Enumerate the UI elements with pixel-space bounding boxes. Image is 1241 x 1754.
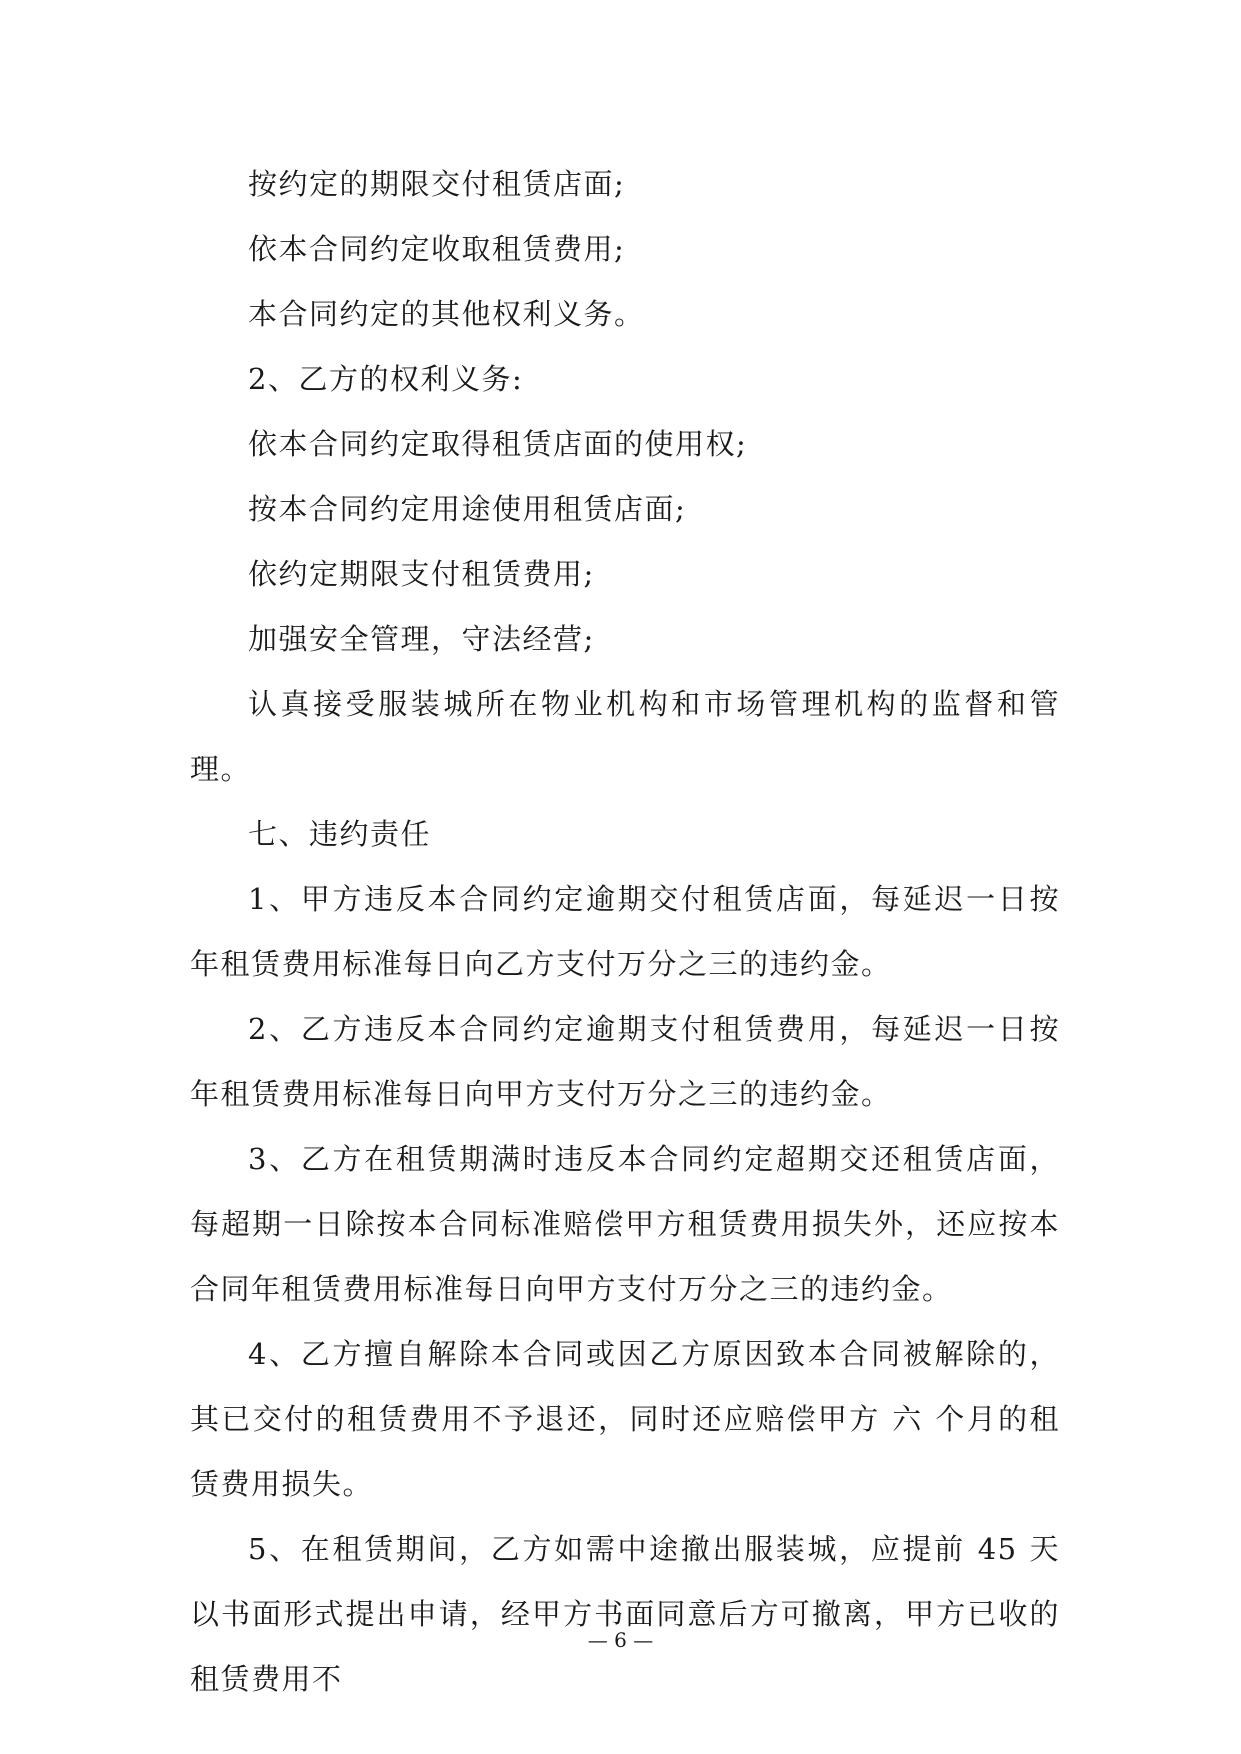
paragraph: 按约定的期限交付租赁店面;	[248, 167, 626, 201]
page-number: — 6 —	[587, 1628, 654, 1652]
paragraph: 依约定期限支付租赁费用;	[248, 557, 595, 591]
paragraph: 按本合同约定用途使用租赁店面;	[248, 492, 687, 526]
paragraph: 本合同约定的其他权利义务。	[248, 297, 645, 331]
section-heading: 七、违约责任	[248, 817, 432, 851]
paragraph: 5、在租赁期间，乙方如需中途撤出服装城，应提前 45 天以书面形式提出申请，经甲方书面同意后方可撤离，甲方已收的租赁费用不	[190, 1532, 1060, 1696]
paragraph: 依本合同约定取得租赁店面的使用权;	[248, 427, 748, 461]
paragraph: 3、乙方在租赁期满时违反本合同约定超期交还租赁店面，每超期一日除按本合同标准赔偿甲方租赁费用损失外，还应按本合同年租赁费用标准每日向甲方支付万分之三的违约金。	[190, 1142, 1060, 1306]
paragraph: 2、乙方的权利义务:	[248, 362, 524, 396]
paragraph: 2、乙方违反本合同约定逾期支付租赁费用，每延迟一日按年租赁费用标准每日向甲方支付万分之三的违约金。	[190, 1012, 1060, 1111]
paragraph: 依本合同约定收取租赁费用;	[248, 232, 626, 266]
document-body	[190, 152, 1060, 1712]
paragraph: 加强安全管理，守法经营;	[248, 622, 595, 656]
paragraph: 4、乙方擅自解除本合同或因乙方原因致本合同被解除的，其已交付的租赁费用不予退还，同时还应赔偿甲方 六 个月的租赁费用损失。	[190, 1337, 1060, 1501]
paragraph: 1、甲方违反本合同约定逾期交付租赁店面，每延迟一日按年租赁费用标准每日向乙方支付万分之三的违约金。	[190, 882, 1060, 981]
paragraph: 认真接受服装城所在物业机构和市场管理机构的监督和管理。	[190, 687, 1060, 786]
